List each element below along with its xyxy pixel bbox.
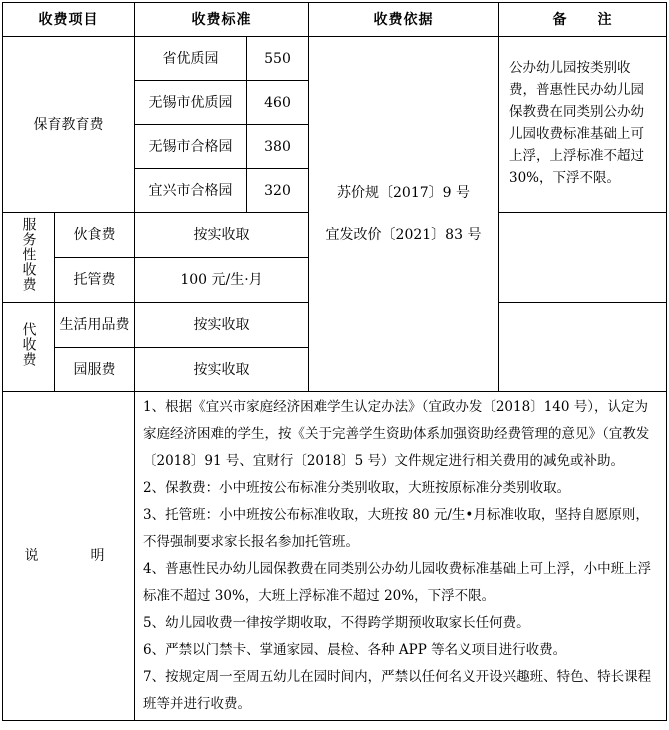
- service-label-cell: [3, 213, 55, 303]
- basis-line-2: 宜发改价〔2021〕83 号: [325, 227, 482, 243]
- basis-line-1: 苏价规〔2017〕9 号: [337, 185, 470, 201]
- childcare-label: 保育教育费: [3, 37, 135, 213]
- collect-label-cell: [3, 303, 55, 392]
- grade-amount: 380: [247, 125, 309, 169]
- remark-empty: [499, 213, 667, 303]
- table-row: [3, 392, 667, 721]
- remark-empty: [499, 303, 667, 392]
- service-item-standard: 按实收取: [135, 213, 309, 258]
- service-item-name: 伙食费: [55, 213, 135, 258]
- explanation-label: 说 明: [3, 392, 135, 721]
- explanation-line: 7、按规定周一至周五幼儿在园时间内，严禁以任何名义开设兴趣班、特色、特长课程班等并进行收费。: [143, 669, 652, 712]
- explanation-line: 1、根据《宜兴市家庭经济困难学生认定办法》（宜政办发〔2018〕140 号），认定为家庭经济困难的学生，按《关于完善学生资助体系加强资助经费管理的意见》（宜教发〔2018〕91 号、宜财行〔2018〕5 号）文件规定进行相关费用的减免或补助。: [143, 399, 650, 469]
- grade-amount: 460: [247, 81, 309, 125]
- header-basis: 收费依据: [309, 3, 499, 37]
- collect-item-name: 园服费: [55, 348, 135, 392]
- service-item-name: 托管费: [55, 258, 135, 303]
- collect-label: 代收费: [20, 321, 37, 367]
- explanation-line: 5、幼儿园收费一律按学期收取，不得跨学期预收取家长任何费。: [143, 615, 530, 631]
- grade-amount: 550: [247, 37, 309, 81]
- header-row: [3, 3, 667, 37]
- explanation-line: 3、托管班：小中班按公布标准收取，大班按 80 元/生•月标准收取，坚持自愿原则，不得强制要求家长报名参加托管班。: [143, 507, 649, 550]
- grade-name: 省优质园: [135, 37, 247, 81]
- explanation-line: 6、严禁以门禁卡、掌通家园、晨检、各种 APP 等名义项目进行收费。: [143, 642, 567, 658]
- grade-amount: 320: [247, 169, 309, 213]
- explanation-line: 4、普惠性民办幼儿园保教费在同类别公办幼儿园收费标准基础上可上浮，小中班上浮标准不超过 30%，大班上浮标准不超过 20%，下浮不限。: [143, 561, 652, 604]
- grade-name: 无锡市优质园: [135, 81, 247, 125]
- header-item: 收费项目: [3, 3, 135, 37]
- service-label: 服务性收费: [20, 217, 37, 292]
- grade-name: 宜兴市合格园: [135, 169, 247, 213]
- grade-name: 无锡市合格园: [135, 125, 247, 169]
- table-row: [3, 37, 667, 81]
- explanation-line: 2、保教费：小中班按公布标准分类别收取，大班按原标准分类别收取。: [143, 480, 571, 496]
- explanation-body: [135, 392, 667, 721]
- collect-item-standard: 按实收取: [135, 303, 309, 348]
- service-item-standard: 100 元/生·月: [135, 258, 309, 303]
- fee-basis: [309, 37, 499, 392]
- fee-table: [2, 2, 667, 721]
- collect-item-standard: 按实收取: [135, 348, 309, 392]
- collect-item-name: 生活用品费: [55, 303, 135, 348]
- header-standard: 收费标准: [135, 3, 309, 37]
- childcare-remark: 公办幼儿园按类别收费，普惠性民办幼儿园保教费在同类别公办幼儿园收费标准基础上可上浮，上浮标准不超过30%，下浮不限。: [499, 37, 667, 213]
- header-remarks: 备 注: [499, 3, 667, 37]
